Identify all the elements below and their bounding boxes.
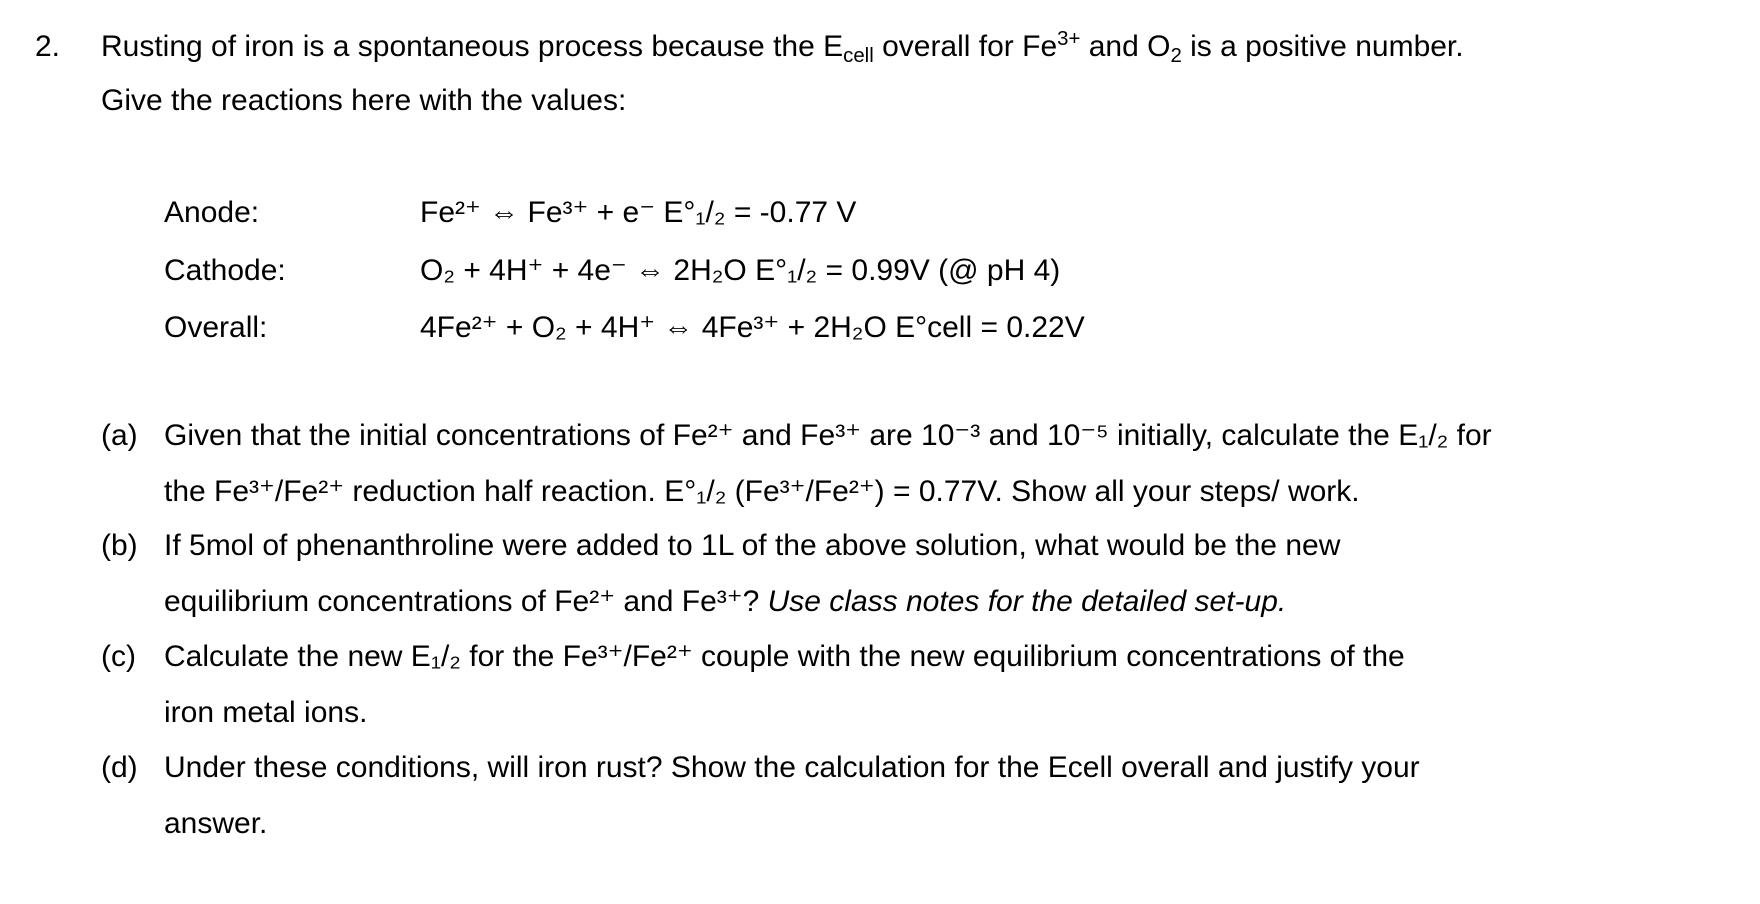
part-b-line1: If 5mol of phenanthroline were added to 1L of the above solution, what would be the new: [164, 529, 1341, 562]
anode-equation: Fe²⁺ ⇔ Fe³⁺ + e⁻ E°₁/₂ = -0.77 V: [420, 196, 857, 229]
part-a-label: (a): [101, 419, 138, 452]
cathode-label: Cathode:: [164, 254, 286, 287]
part-c-line1: Calculate the new E₁/₂ for the Fe³⁺/Fe²⁺ couple with the new equilibrium concentrations of the: [164, 640, 1405, 673]
intro-text-c: and O: [1080, 30, 1171, 63]
question-intro-line1: [101, 27, 1464, 67]
part-d-line1: Under these conditions, will iron rust? Show the calculation for the Ecell overall and justify your: [164, 751, 1420, 784]
question-number: 2.: [35, 30, 61, 63]
intro-text-d: is a positive number.: [1181, 30, 1464, 63]
intro-text-b: overall for Fe: [873, 30, 1058, 63]
part-b-italic-note: Use class notes for the detailed set-up.: [767, 585, 1287, 618]
part-d-label: (d): [101, 751, 138, 784]
fe3-superscript: 3+: [1057, 27, 1081, 50]
part-b-line2: [164, 587, 1286, 617]
cell-subscript: cell: [843, 44, 874, 67]
part-a-line2: the Fe³⁺/Fe²⁺ reduction half reaction. E°₁/₂ (Fe³⁺/Fe²⁺) = 0.77V. Show all your steps/ work.: [164, 475, 1360, 508]
part-c-line2: iron metal ions.: [164, 696, 368, 729]
part-b-line2-text: equilibrium concentrations of Fe²⁺ and Fe³⁺?: [164, 585, 768, 618]
overall-label: Overall:: [164, 311, 268, 344]
question-intro-line2: Give the reactions here with the values:: [101, 84, 627, 117]
cathode-equation: O₂ + 4H⁺ + 4e⁻ ⇔ 2H₂O E°₁/₂ = 0.99V (@ pH 4): [420, 254, 1061, 287]
part-b-label: (b): [101, 529, 138, 562]
o2-subscript: 2: [1170, 44, 1182, 67]
part-c-label: (c): [101, 640, 136, 673]
overall-equation: 4Fe²⁺ + O₂ + 4H⁺ ⇔ 4Fe³⁺ + 2H₂O E°cell = 0.22V: [420, 311, 1085, 344]
anode-label: Anode:: [164, 196, 260, 229]
part-a-line1: Given that the initial concentrations of Fe²⁺ and Fe³⁺ are 10⁻³ and 10⁻⁵ initially, calculate the E₁/₂ for: [164, 419, 1492, 452]
intro-text-a: Rusting of iron is a spontaneous process because the E: [101, 30, 844, 63]
part-d-line2: answer.: [164, 807, 268, 840]
